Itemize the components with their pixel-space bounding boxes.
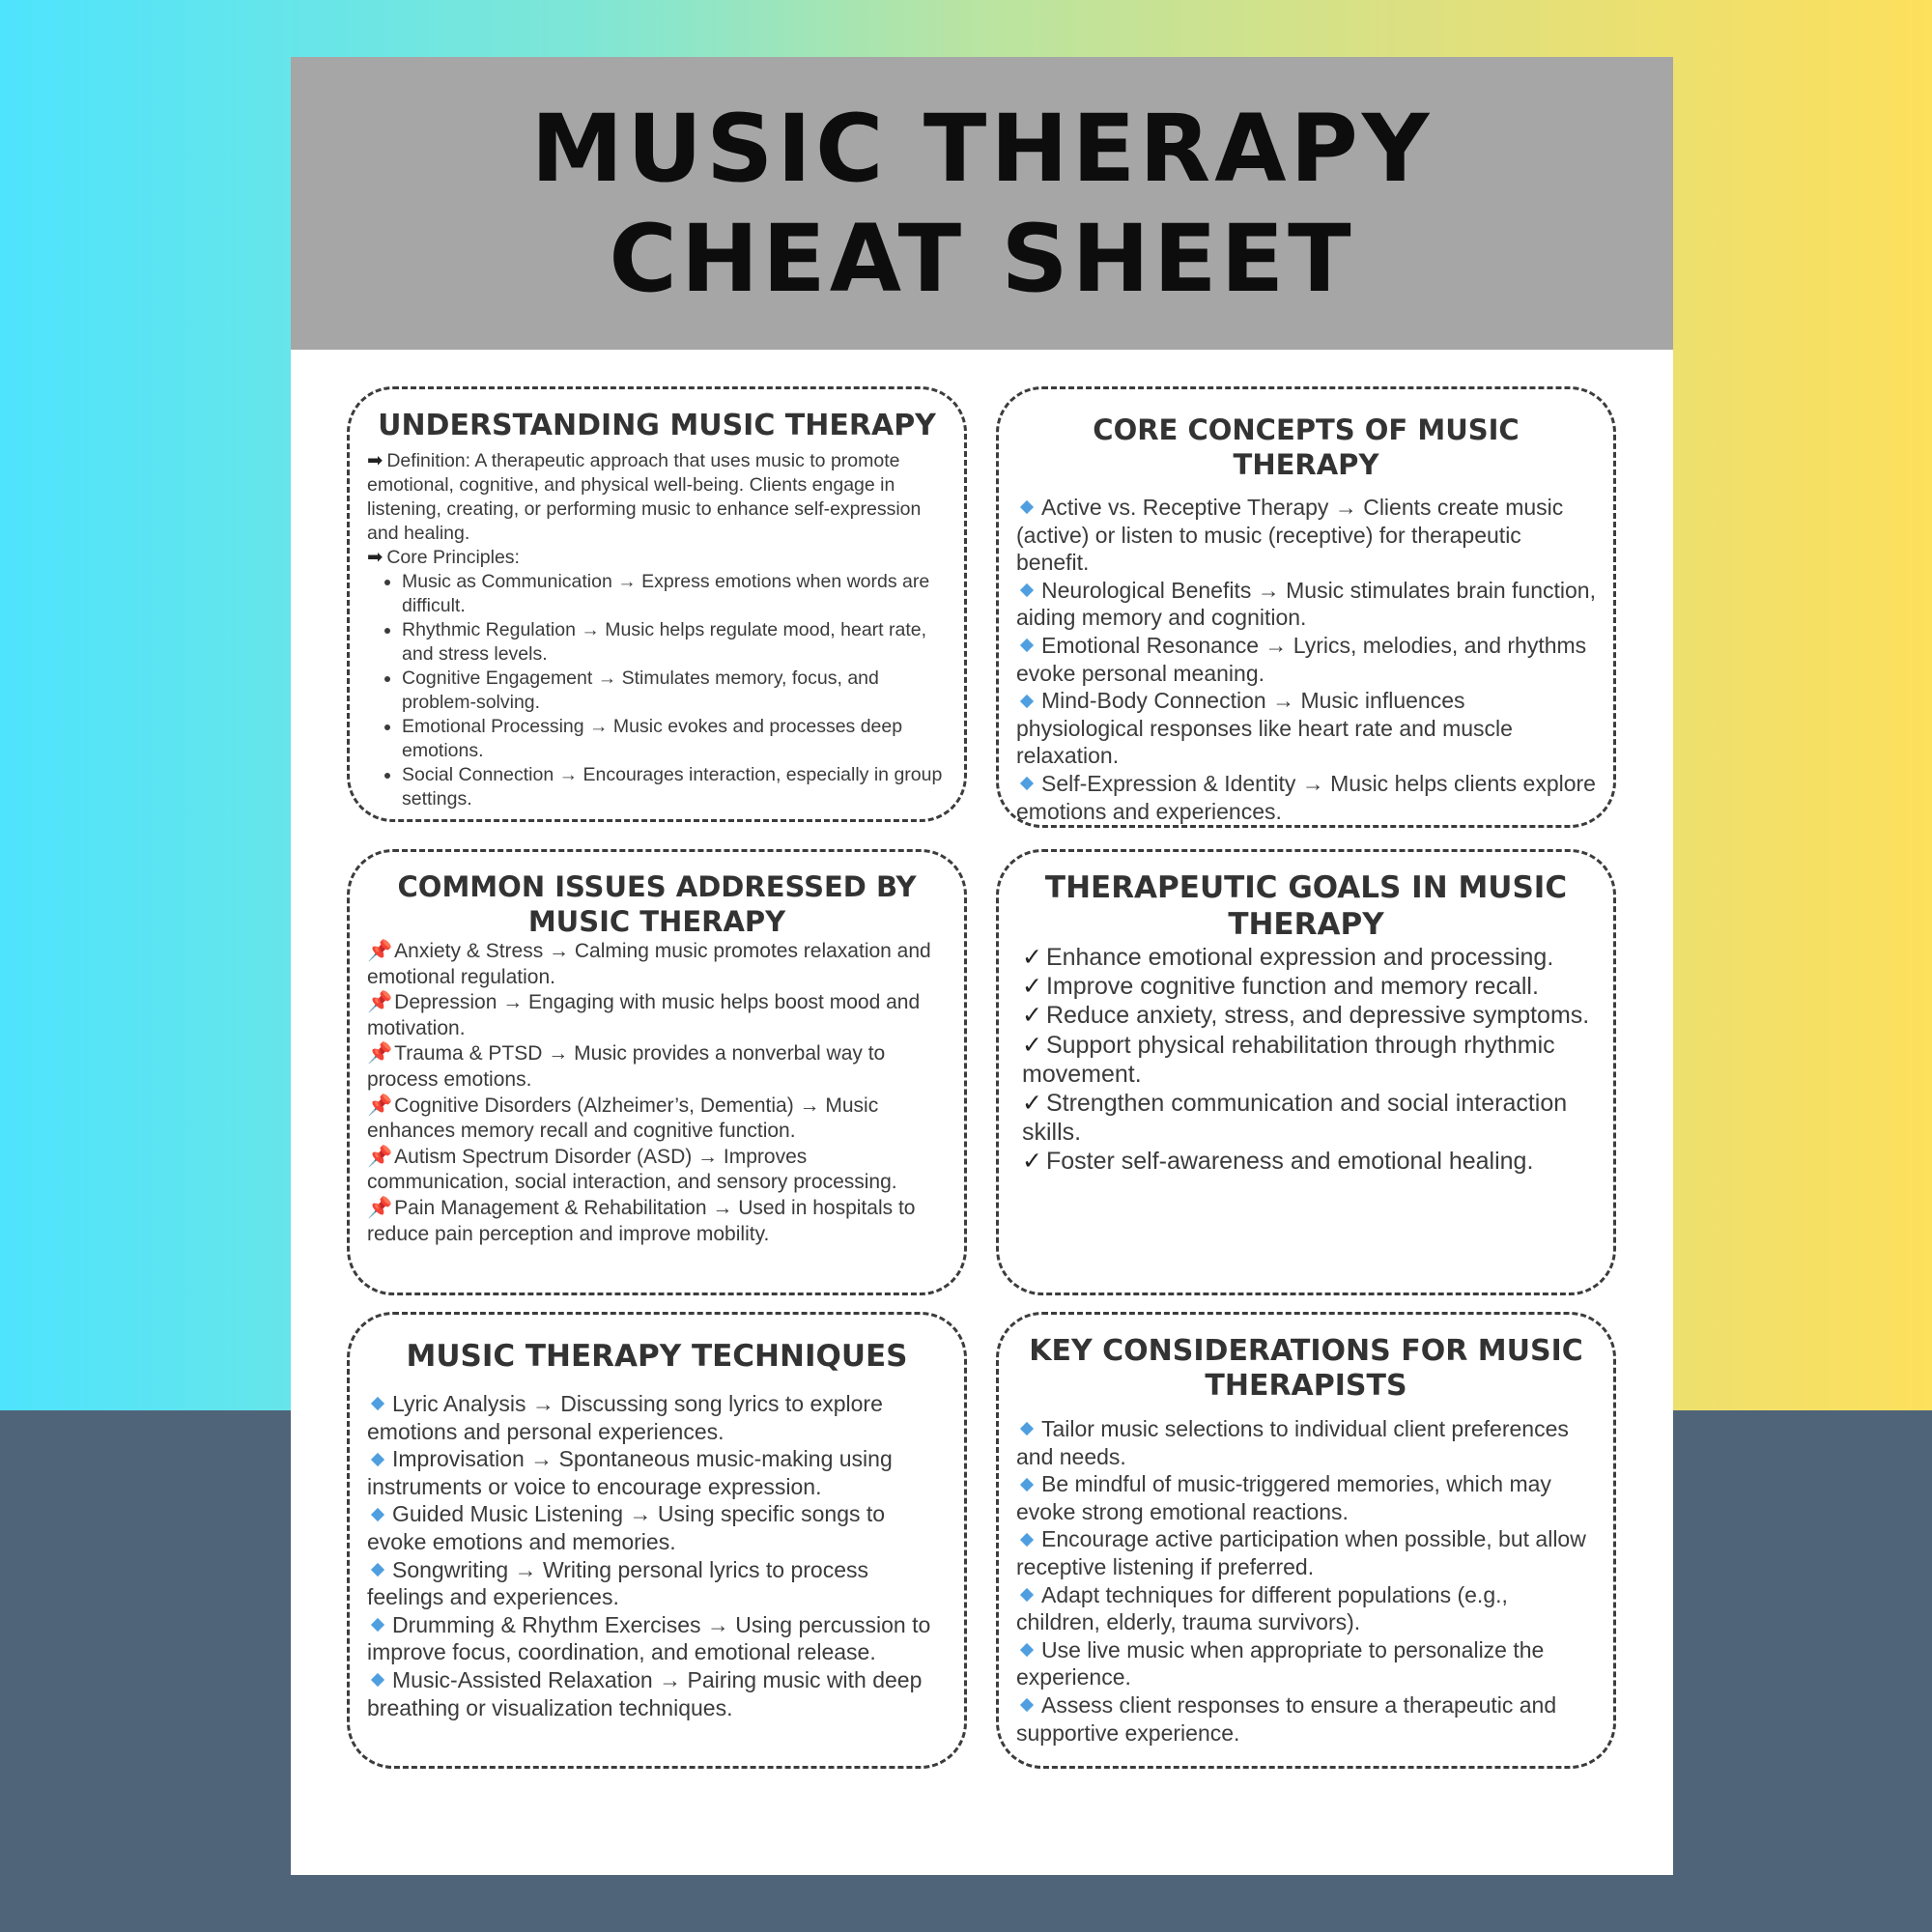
list-item	[1016, 1001, 1596, 1030]
blue-diamond-icon	[1020, 695, 1034, 708]
pushpin-icon: 📌	[367, 991, 393, 1014]
item-text: Emotional Resonance → Lyrics, melodies, and rhythms evoke personal meaning.	[1016, 632, 1587, 686]
pushpin-icon: 📌	[367, 1042, 393, 1065]
list-item	[1016, 687, 1596, 770]
blue-diamond-icon	[1020, 500, 1034, 514]
list-item	[367, 1666, 947, 1721]
item-text: Encourage active participation when possible, but allow receptive listening if preferred.	[1016, 1526, 1586, 1579]
blue-diamond-icon	[371, 1618, 384, 1632]
blue-diamond-icon	[1020, 583, 1034, 597]
list-item	[1016, 1581, 1596, 1636]
item-text: Self-Expression & Identity → Music helps clients explore emotions and experiences.	[1016, 770, 1596, 824]
key-considerations-card	[996, 1312, 1616, 1769]
blue-diamond-icon	[371, 1673, 384, 1687]
list-item	[367, 1094, 947, 1145]
pushpin-icon: 📌	[367, 1145, 393, 1168]
blue-diamond-icon	[371, 1397, 384, 1410]
list-item	[367, 1145, 947, 1196]
item-text: Foster self-awareness and emotional healing.	[1045, 1148, 1534, 1176]
pushpin-icon: 📌	[367, 940, 393, 962]
title-line-2: CHEAT SHEET	[609, 204, 1355, 313]
pushpin-icon: 📌	[367, 1196, 393, 1219]
definition-paragraph	[367, 449, 947, 546]
blue-diamond-icon	[371, 1453, 384, 1466]
check-mark-icon: ✓	[1022, 1090, 1042, 1118]
list-item: • Emotional Processing → Music evokes and processes deep emotions.	[402, 715, 947, 763]
item-text: Pain Management & Rehabilitation → Used in hospitals to reduce pain perception and improve mobility.	[367, 1196, 916, 1245]
blue-diamond-icon	[1020, 1588, 1034, 1602]
item-text: Depression → Engaging with music helps boost mood and motivation.	[367, 991, 921, 1039]
list-item	[367, 1556, 947, 1611]
pushpin-icon: 📌	[367, 1094, 393, 1117]
item-text: Assess client responses to ensure a therapeutic and supportive experience.	[1016, 1691, 1557, 1746]
blue-diamond-icon	[1020, 1422, 1034, 1435]
list-item	[1016, 1415, 1596, 1470]
item-text: Trauma & PTSD → Music provides a nonverbal way to process emotions.	[367, 1042, 886, 1091]
item-text: Be mindful of music-triggered memories, which may evoke strong emotional reactions.	[1016, 1471, 1551, 1524]
item-text: Drumming & Rhythm Exercises → Using percussion to improve focus, coordination, and emotional release.	[367, 1611, 931, 1665]
blue-diamond-icon	[1020, 1698, 1034, 1712]
list-item: • Social Connection → Encourages interaction, especially in group settings.	[402, 763, 947, 811]
list-item	[367, 1390, 947, 1445]
core-concepts-card	[996, 386, 1616, 828]
right-arrow-icon: ➡	[367, 450, 384, 471]
list-item: • Rhythmic Regulation → Music helps regulate mood, heart rate, and stress levels.	[402, 618, 947, 667]
right-arrow-icon: ➡	[367, 547, 384, 568]
list-item	[367, 1196, 947, 1247]
list-item	[367, 1041, 947, 1093]
item-text: Songwriting → Writing personal lyrics to process feelings and experiences.	[367, 1556, 868, 1610]
list-item	[1016, 972, 1596, 1001]
list-item	[1016, 1691, 1596, 1747]
blue-diamond-icon	[371, 1508, 384, 1521]
check-mark-icon: ✓	[1022, 1148, 1042, 1176]
item-text: Strengthen communication and social interaction skills.	[1022, 1090, 1568, 1147]
item-text: Improvisation → Spontaneous music-making using instruments or voice to encourage expression.	[367, 1446, 893, 1499]
section-heading: CORE CONCEPTS OF MUSIC THERAPY	[1093, 413, 1520, 481]
list-item	[1016, 1636, 1596, 1691]
list-item	[1016, 1470, 1596, 1525]
item-text: Guided Music Listening → Using specific songs to evoke emotions and memories.	[367, 1501, 886, 1554]
item-text: Mind-Body Connection → Music influences physiological responses like heart rate and muscle relaxation.	[1016, 688, 1513, 769]
list-item	[367, 1500, 947, 1555]
list-item	[1016, 1031, 1596, 1089]
item-text: Active vs. Receptive Therapy → Clients create music (active) or listen to music (receptive) for therapeutic benefit.	[1016, 495, 1564, 576]
item-text: Reduce anxiety, stress, and depressive symptoms.	[1045, 1002, 1590, 1030]
understanding-music-therapy-card	[347, 386, 967, 822]
definition-text: Definition: A therapeutic approach that uses music to promote emotional, cognitive, and physical well-being. Clients engage in listening, creating, or performing music to enhance self-expression and healing.	[367, 450, 922, 544]
list-item	[1016, 1089, 1596, 1147]
list-item	[367, 990, 947, 1041]
list-item	[1016, 770, 1596, 825]
item-text: Cognitive Disorders (Alzheimer’s, Dementia) → Music enhances memory recall and cognitive function.	[367, 1094, 879, 1143]
item-text: Autism Spectrum Disorder (ASD) → Improves communication, social interaction, and sensory processing.	[367, 1145, 897, 1194]
section-heading: MUSIC THERAPY TECHNIQUES	[406, 1339, 908, 1374]
core-principles-text: Core Principles:	[386, 547, 520, 568]
item-text: Support physical rehabilitation through rhythmic movement.	[1022, 1031, 1555, 1088]
check-mark-icon: ✓	[1022, 1002, 1042, 1030]
therapeutic-goals-card	[996, 849, 1616, 1295]
techniques-card	[347, 1312, 967, 1769]
list-item	[367, 1611, 947, 1666]
principles-list	[367, 570, 947, 811]
list-item	[1016, 494, 1596, 577]
item-text: Adapt techniques for different populations (e.g., children, elderly, trauma survivors).	[1016, 1581, 1508, 1635]
item-text: Use live music when appropriate to personalize the experience.	[1016, 1636, 1545, 1690]
title-line-1: MUSIC THERAPY	[530, 94, 1434, 203]
item-text: Improve cognitive function and memory recall.	[1045, 973, 1539, 1001]
section-heading: THERAPEUTIC GOALS IN MUSIC THERAPY	[1044, 870, 1568, 942]
item-text: Music-Assisted Relaxation → Pairing music with deep breathing or visualization techniques.	[367, 1666, 923, 1720]
item-text: Tailor music selections to individual client preferences and needs.	[1016, 1416, 1569, 1469]
check-mark-icon: ✓	[1022, 944, 1042, 971]
check-mark-icon: ✓	[1022, 973, 1042, 1001]
blue-diamond-icon	[371, 1563, 384, 1577]
list-item	[1016, 632, 1596, 687]
title-banner	[291, 57, 1673, 350]
list-item	[367, 939, 947, 990]
item-text: Lyric Analysis → Discussing song lyrics to explore emotions and personal experiences.	[367, 1391, 883, 1444]
list-item	[1016, 1147, 1596, 1176]
list-item	[1016, 1525, 1596, 1580]
blue-diamond-icon	[1020, 1533, 1034, 1547]
section-heading: COMMON ISSUES ADDRESSED BY MUSIC THERAPY	[397, 870, 917, 938]
section-heading: UNDERSTANDING MUSIC THERAPY	[378, 409, 936, 442]
item-text: Anxiety & Stress → Calming music promotes relaxation and emotional regulation.	[367, 940, 931, 988]
section-heading: KEY CONSIDERATIONS FOR MUSIC THERAPISTS	[1029, 1334, 1583, 1403]
core-principles-label	[367, 546, 947, 570]
list-item	[1016, 577, 1596, 632]
list-item	[1016, 943, 1596, 972]
blue-diamond-icon	[1020, 639, 1034, 652]
item-text: Enhance emotional expression and processing.	[1045, 944, 1554, 971]
blue-diamond-icon	[1020, 1478, 1034, 1492]
blue-diamond-icon	[1020, 777, 1034, 790]
list-item: • Music as Communication → Express emotions when words are difficult.	[402, 570, 947, 618]
blue-diamond-icon	[1020, 1643, 1034, 1657]
list-item: • Cognitive Engagement → Stimulates memory, focus, and problem-solving.	[402, 667, 947, 715]
common-issues-card	[347, 849, 967, 1295]
check-mark-icon: ✓	[1022, 1031, 1042, 1059]
cheat-sheet-page	[291, 57, 1673, 1875]
item-text: Neurological Benefits → Music stimulates brain function, aiding memory and cognition.	[1016, 577, 1596, 631]
list-item	[367, 1445, 947, 1500]
